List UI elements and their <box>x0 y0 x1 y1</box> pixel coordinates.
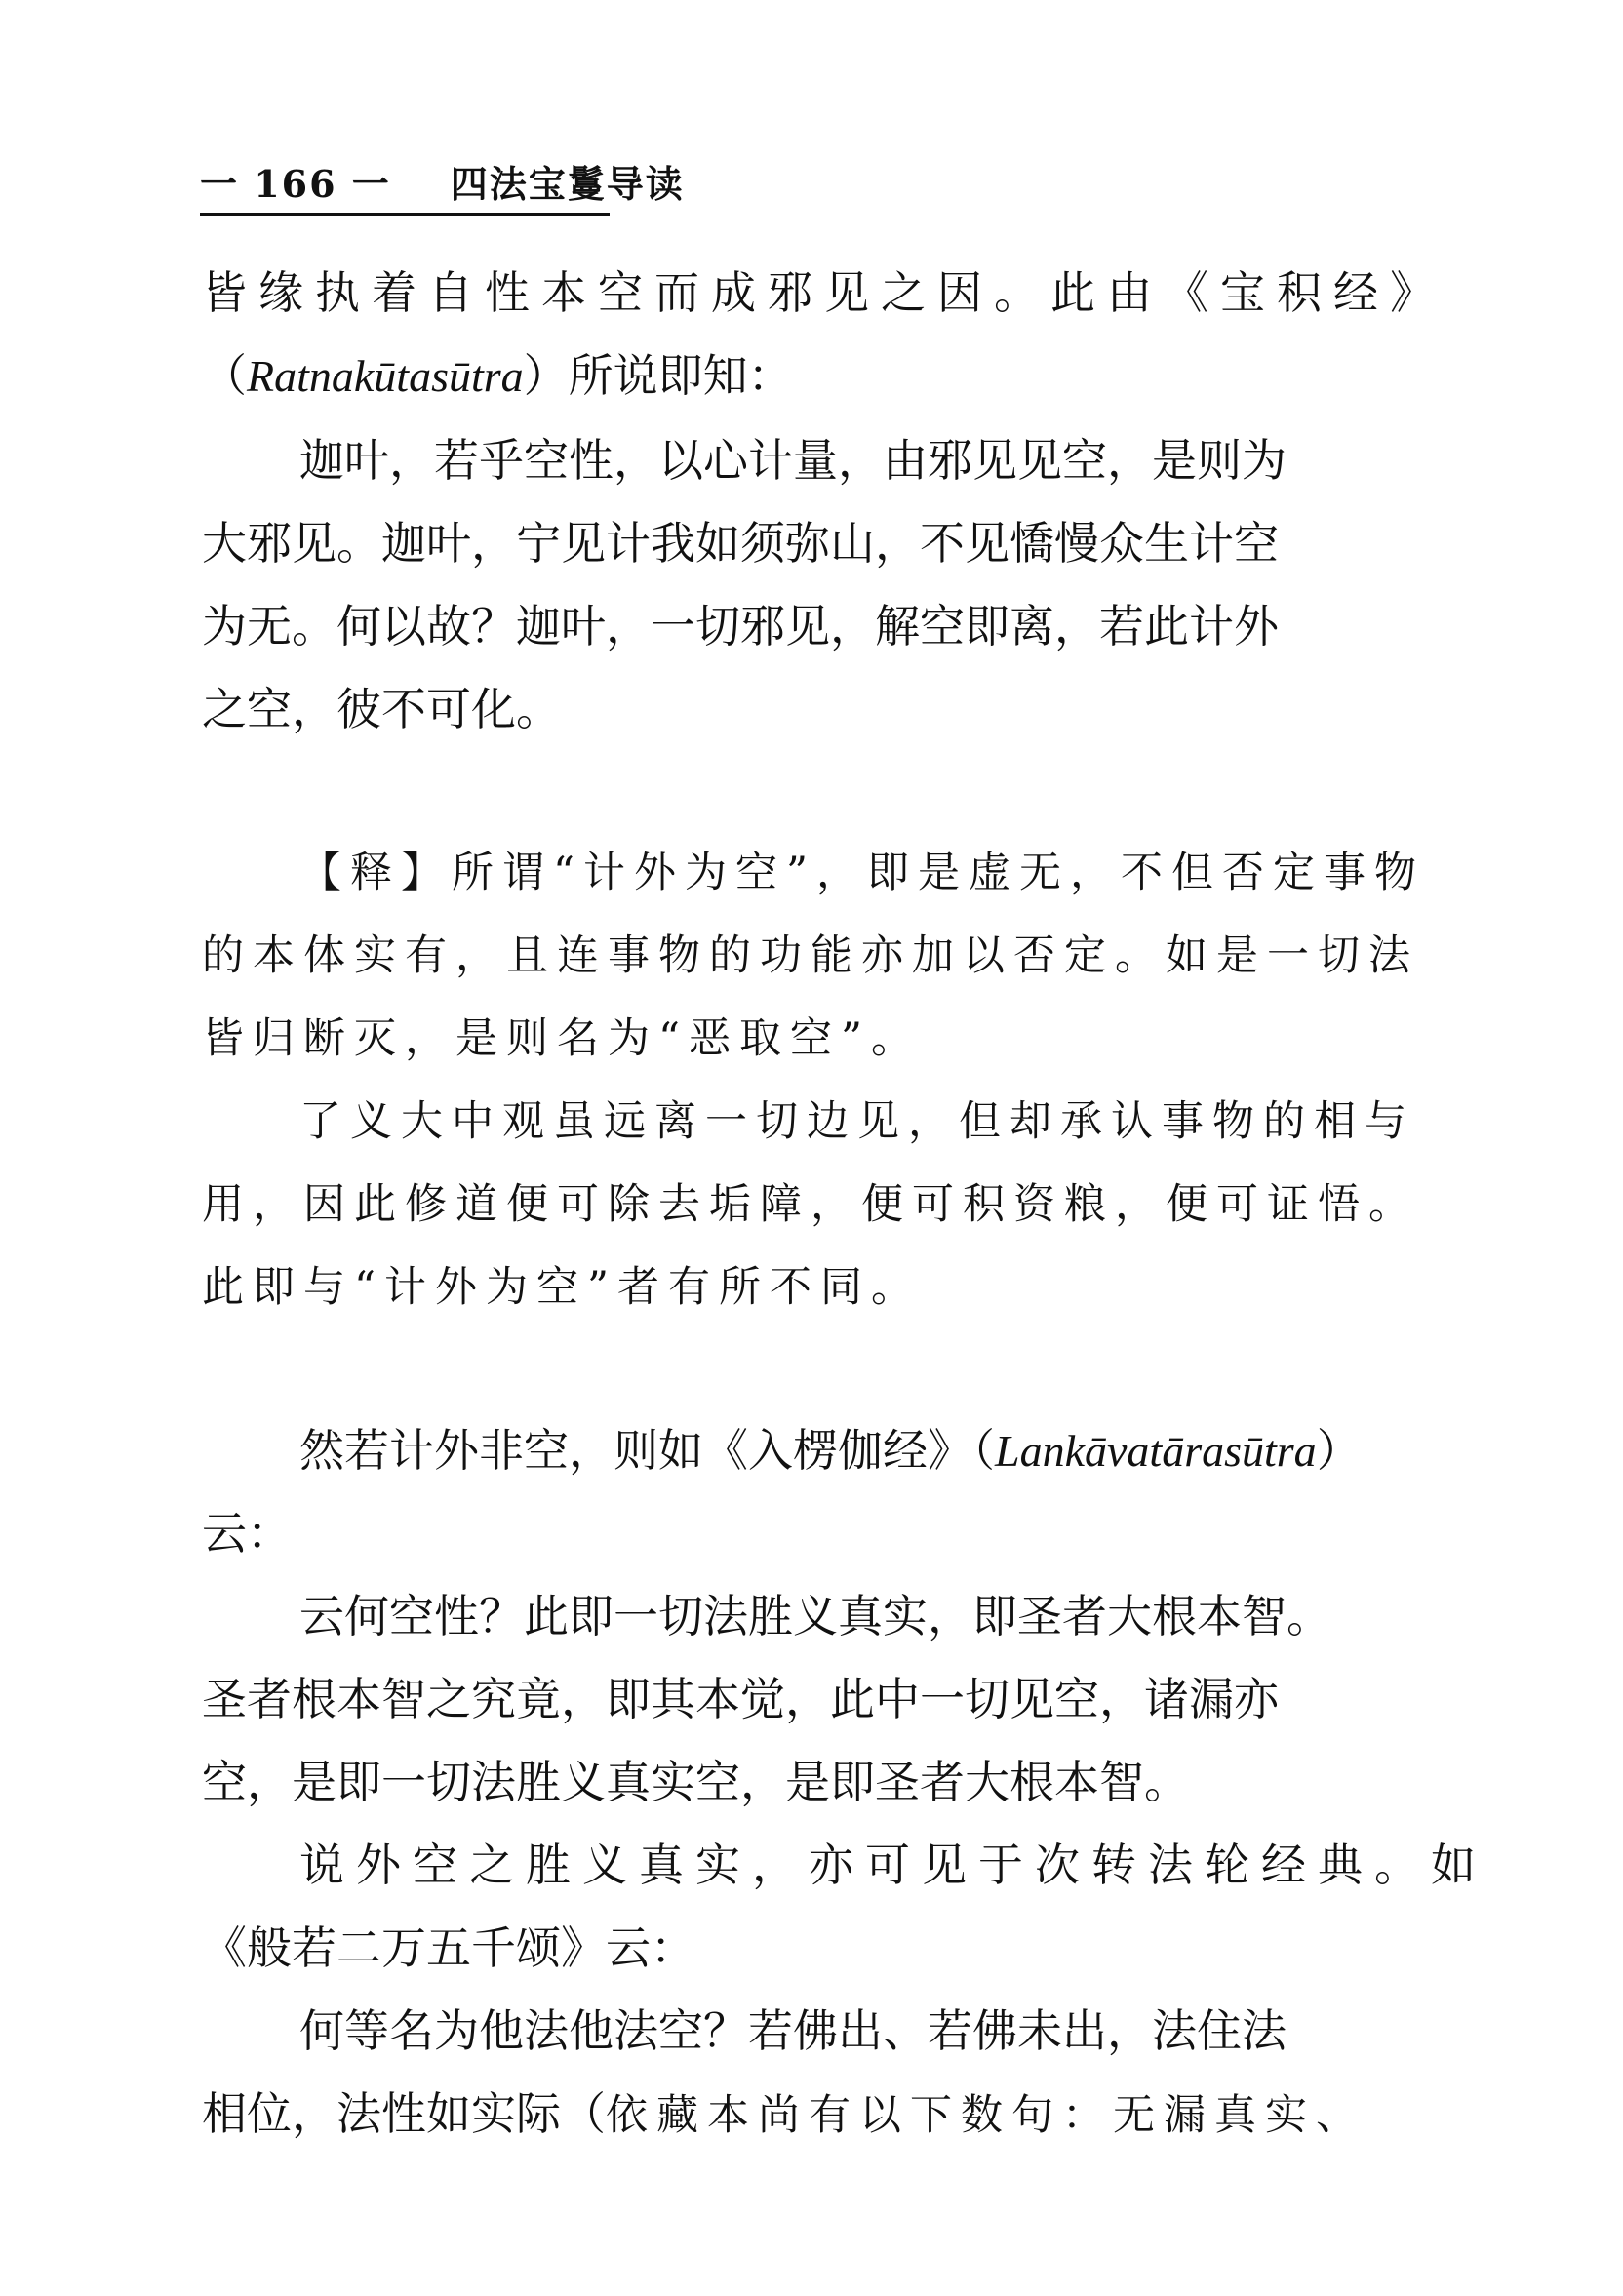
quote-line: 迦叶，若乎空性，以心计量，由邪见见空，是则为 <box>299 434 1287 487</box>
text-line: 《般若二万五千颂》云： <box>202 1921 695 1974</box>
commentary-line: 了义大中观虽远离一切边见，但却承认事物的相与 <box>299 1097 1415 1146</box>
commentary-line: 此即与“计外为空”者有所不同。 <box>202 1263 922 1312</box>
book-title: 四法宝鬘导读 <box>450 162 685 206</box>
running-header <box>200 154 685 208</box>
quote-line: 之空，彼不可化。 <box>202 683 561 735</box>
text-line: 云： <box>202 1507 292 1560</box>
quote-line: 空，是即一切法胜义真实空，是即圣者大根本智。 <box>202 1756 1189 1808</box>
quote-line: 为无。何以故？迦叶，一切邪见，解空即离，若此计外 <box>202 600 1279 653</box>
header-rule <box>200 213 610 216</box>
sanskrit-term: Lankāvatārasūtra <box>995 1426 1317 1476</box>
quote-line: 相位，法性如实际（依藏本尚有以下数句：无漏真实、 <box>202 2087 1366 2140</box>
quote-line: 何等名为他法他法空？若佛出、若佛未出，法住法 <box>299 2004 1287 2057</box>
commentary-line: 的本体实有，且连事物的功能亦加以否定。如是一切法 <box>202 931 1419 980</box>
quote-line: 云何空性？此即一切法胜义真实，即圣者大根本智。 <box>299 1590 1331 1643</box>
inline-note: 依藏本尚有以下数句：无漏真实、 <box>606 2091 1366 2140</box>
commentary-line: 用，因此修道便可除去垢障，便可积资粮，便可证悟。 <box>202 1180 1419 1229</box>
text-line: 说外空之胜义真实，亦可见于次转法轮经典。如 <box>299 1839 1487 1891</box>
quote-line: 大邪见。迦叶，宁见计我如须弥山，不见憍慢众生计空 <box>202 517 1279 570</box>
commentary-line: 皆归断灭，是则名为“恶取空”。 <box>202 1014 922 1063</box>
sanskrit-term: Ratnakūtasūtra <box>247 351 524 401</box>
page-number: 一 166 一 <box>200 162 391 206</box>
text-line: （Ratnakūtasūtra）所说即知： <box>202 349 793 402</box>
text-line: 然若计外非空，则如《入楞伽经》（Lankāvatārasūtra） <box>299 1424 1362 1477</box>
commentary-line: 【释】所谓“计外为空”，即是虚无，不但否定事物 <box>299 849 1425 897</box>
text-line: 皆缘执着自性本空而成邪见之因。此由《宝积经》 <box>202 266 1446 319</box>
quote-line: 圣者根本智之究竟，即其本觉，此中一切见空，诸漏亦 <box>202 1673 1279 1725</box>
